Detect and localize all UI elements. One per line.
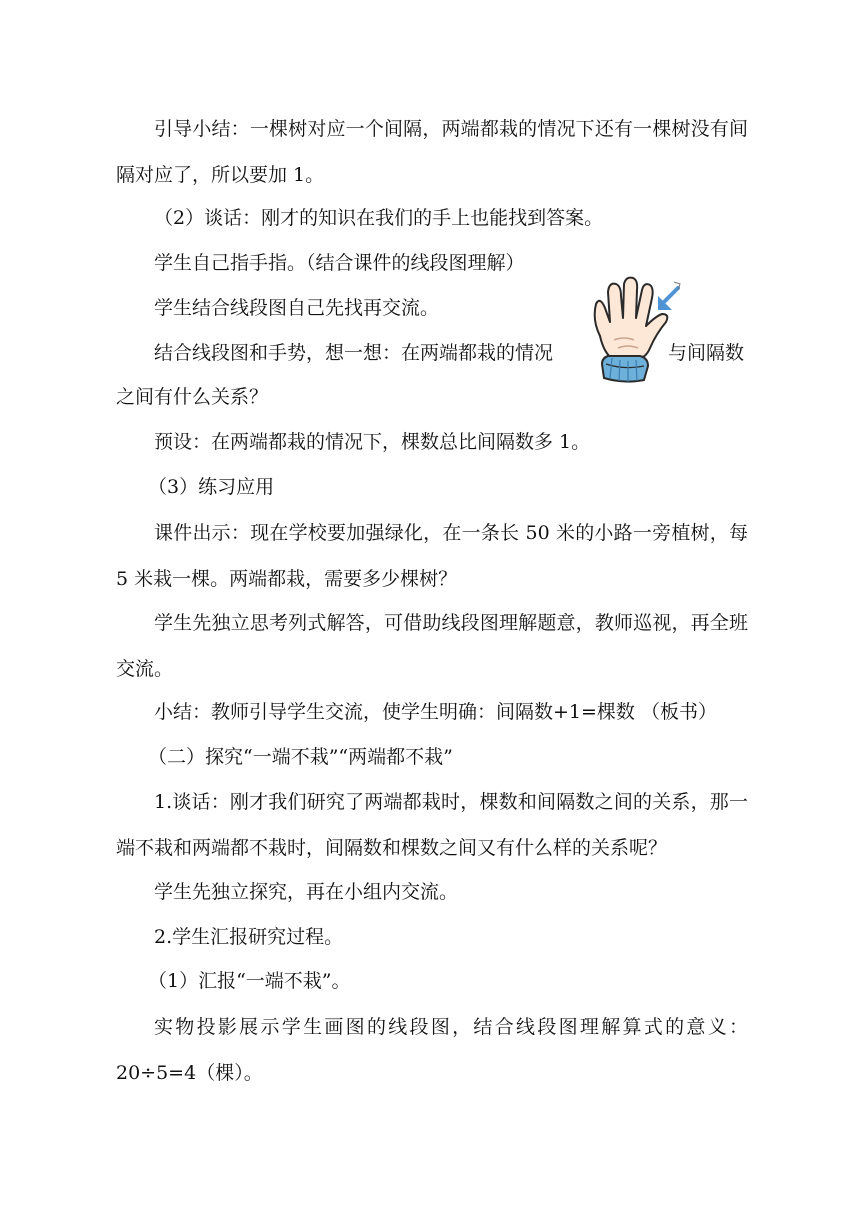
paragraph-preset: 预设：在两端都栽的情况下，棵数总比间隔数多 1。 — [154, 431, 591, 453]
paragraph-report-process: 2.学生汇报研究过程。 — [154, 926, 344, 948]
paragraph-group-exchange: 学生先独立探究，再在小组内交流。 — [154, 881, 459, 903]
paragraph-summary-formula: 小结：教师引导学生交流，使学生明确：间隔数+1=棵数 （板书） — [154, 701, 717, 723]
paragraph-think-part3: 之间有什么关系？ — [116, 386, 269, 408]
paragraph-think-part1: 结合线段图和手势，想一想：在两端都栽的情况 — [154, 342, 554, 364]
paragraph-point-fingers: 学生自己指手指。（结合课件的线段图理解） — [154, 252, 525, 274]
paragraph-summary-1: 引导小结：一棵树对应一个间隔，两端都栽的情况下还有一棵树没有间隔对应了，所以要加 1。 — [116, 118, 748, 186]
paragraph-think-part2: 与间隔数 — [668, 342, 745, 364]
paragraph-talk-2: （2）谈话：刚才的知识在我们的手上也能找到答案。 — [154, 207, 604, 229]
paragraph-projection: 实物投影展示学生画图的线段图，结合线段图理解算式的意义：20÷5=4（棵）。 — [116, 1016, 748, 1084]
paragraph-talk-relationship: 1.谈话：刚才我们研究了两端都栽时，棵数和间隔数之间的关系，那一端不栽和两端都不栽时，间隔数和棵数之间又有什么样的关系呢？ — [116, 791, 748, 859]
section-heading-explore: （二）探究“一端不栽”“两端都不栽” — [148, 746, 453, 768]
paragraph-find-exchange: 学生结合线段图自己先找再交流。 — [154, 297, 440, 319]
paragraph-independent-solve: 学生先独立思考列式解答，可借助线段图理解题意，教师巡视，再全班交流。 — [116, 612, 748, 680]
paragraph-courseware-problem: 课件出示：现在学校要加强绿化，在一条长 50 米的小路一旁植树，每 5 米栽一棵。两端都栽，需要多少棵树？ — [116, 522, 748, 590]
paragraph-practice-heading: （3）练习应用 — [148, 476, 275, 498]
paragraph-report-one-end: （1）汇报“一端不栽”。 — [148, 970, 351, 992]
hand-icon — [578, 274, 688, 384]
